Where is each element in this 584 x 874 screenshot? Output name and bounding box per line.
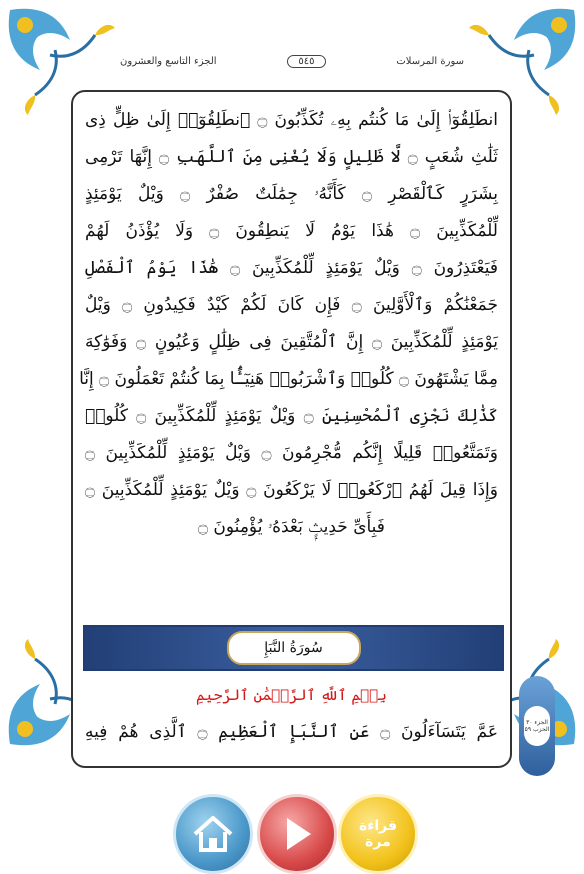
verse-lines [73, 102, 510, 546]
verse-line[interactable]: يَوْمَئِذٍ لِّلْمُكَذِّبِينَ ۝ إِنَّ ٱلْمُتَّقِينَ فِى ظِلَٰلٍ وَعُيُونٍ ۝ وَفَوَٰكِهَ [85, 332, 499, 352]
surah-banner [83, 625, 504, 671]
verse-line[interactable]: انطَلِقُوٓا۟ إِلَىٰ مَا كُنتُم بِهِۦ تُكَذِّبُونَ ۝ ٱنطَلِقُوٓا۟ إِلَىٰ ظِلٍّ ذِى [85, 110, 498, 130]
home-icon [191, 814, 235, 854]
verse-line[interactable]: كَذَٰلِكَ نَجْزِى ٱلْمُحْسِنِينَ ۝ وَيْلٌ يَوْمَئِذٍ لِّلْمُكَذِّبِينَ ۝ كُلُوا۟ [85, 406, 499, 426]
quran-page-frame [71, 90, 512, 768]
juz-marker-top: الجزء ٣٠ [526, 719, 548, 726]
verse-line[interactable]: لِّلْمُكَذِّبِينَ ۝ هَٰذَا يَوْمُ لَا يَنطِقُونَ ۝ وَلَا يُؤْذَنُ لَهُمْ [85, 221, 498, 241]
verse-line[interactable]: عَمَّ يَتَسَآءَلُونَ ۝ عَنِ ٱلنَّبَإِ ٱلْعَظِيمِ ۝ ٱلَّذِى هُمْ فِيهِ [85, 722, 498, 742]
verse-line[interactable]: بِشَرَرٍ كَٱلْقَصْرِ ۝ كَأَنَّهُۥ جِمَٰلَتٌ صُفْرٌ ۝ وَيْلٌ يَوْمَئِذٍ [85, 184, 499, 204]
verse-line[interactable]: وَإِذَا قِيلَ لَهُمُ ٱرْكَعُوا۟ لَا يَرْكَعُونَ ۝ وَيْلٌ يَوْمَئِذٍ لِّلْمُكَذِّبِينَ ۝ [85, 480, 498, 500]
play-icon [279, 814, 315, 854]
verse-line[interactable]: وَتَمَتَّعُوا۟ قَلِيلًا إِنَّكُم مُّجْرِمُونَ ۝ وَيْلٌ يَوْمَئِذٍ لِّلْمُكَذِّبِينَ ۝ [85, 443, 498, 463]
surah-title: سُورَةُ النَّبَإِ [227, 631, 361, 665]
verse-line[interactable]: مِمَّا يَشْتَهُونَ ۝ كُلُوا۟ وَٱشْرَبُوا۟ هَنِيٓـًٔۢا بِمَا كُنتُمْ تَعْمَلُونَ ۝ إِنَّا [79, 369, 498, 389]
page-number: ٥٤٥ [287, 55, 325, 68]
home-button[interactable] [173, 794, 253, 874]
juz-hizb-marker [519, 676, 555, 776]
read-once-label: قراءة مرة [358, 818, 398, 850]
juz-marker-bottom: الحزب ٥٩ [524, 726, 550, 733]
read-once-button[interactable] [338, 794, 418, 874]
verse-line[interactable]: فَبِأَىِّ حَدِيثٍۭ بَعْدَهُۥ يُؤْمِنُونَ ۝ [198, 517, 385, 537]
surah-name-label: سورة المرسلات [396, 55, 464, 67]
juz-marker-label [524, 706, 550, 746]
verse-line[interactable]: فَيَعْتَذِرُونَ ۝ وَيْلٌ يَوْمَئِذٍ لِّلْمُكَذِّبِينَ ۝ هَٰذَا يَوْمُ ٱلْفَصْلِ [85, 258, 498, 278]
playback-controls [0, 794, 584, 874]
basmala: بِسۡمِ ٱللَّهِ ٱلرَّحۡمَٰنِ ٱلرَّحِيمِ [196, 686, 387, 704]
play-button[interactable] [257, 794, 337, 874]
verse-lines-next-surah [73, 714, 510, 751]
verse-line[interactable]: جَمَعْنَٰكُمْ وَٱلْأَوَّلِينَ ۝ فَإِن كَانَ لَكُمْ كَيْدٌ فَكِيدُونِ ۝ وَيْلٌ [85, 295, 498, 315]
verse-line[interactable]: ثَلَٰثِ شُعَبٍ ۝ لَّا ظَلِيلٍ وَلَا يُغْنِى مِنَ ٱللَّهَبِ ۝ إِنَّهَا تَرْمِى [85, 147, 498, 167]
juz-name-label: الجزء التاسع والعشرون [120, 55, 217, 67]
page-header [120, 46, 464, 76]
